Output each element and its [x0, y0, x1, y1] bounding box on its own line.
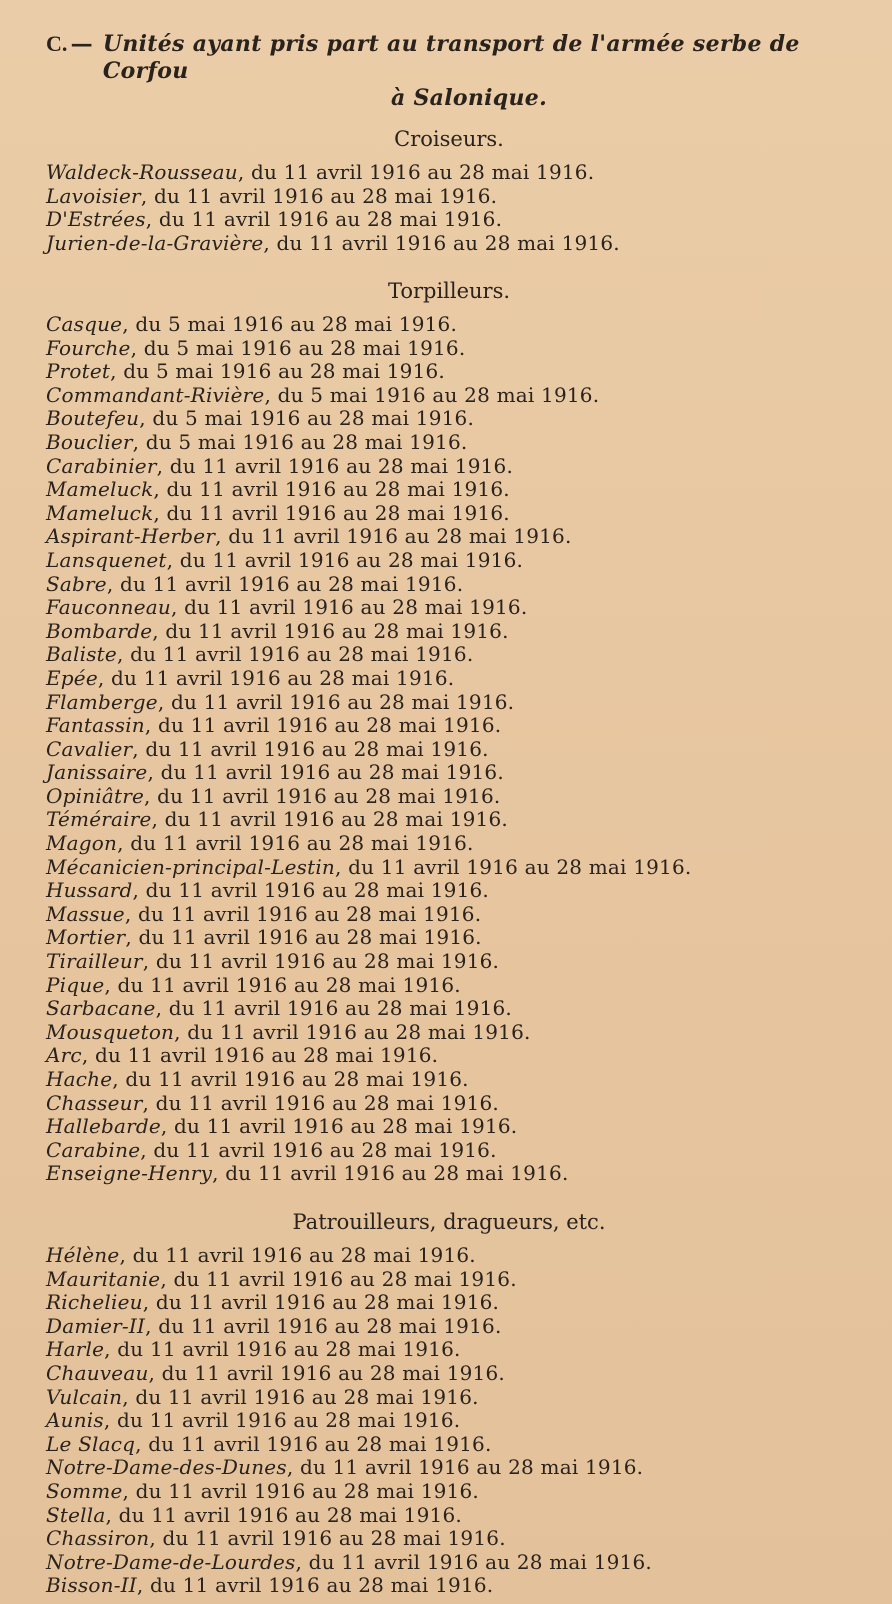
service-dates: du 11 avril 1916 au 28 mai 1916. [165, 618, 509, 643]
service-dates: du 11 avril 1916 au 28 mai 1916. [166, 477, 510, 502]
list-item [46, 1115, 852, 1139]
separator: , [335, 854, 349, 879]
separator: , [157, 689, 171, 714]
ship-name: Flamberge [46, 689, 158, 714]
separator: , [116, 642, 131, 667]
service-dates: du 11 avril 1916 au 28 mai 1916. [125, 1067, 469, 1091]
separator: , [142, 1290, 156, 1315]
list-item [46, 1139, 852, 1163]
separator: , [174, 1019, 188, 1044]
list-item [46, 208, 852, 232]
ship-name: Téméraire [46, 807, 152, 832]
section-torpilleurs [46, 277, 852, 1186]
separator: , [263, 230, 277, 255]
service-dates: du 11 avril 1916 au 28 mai 1916. [187, 1019, 531, 1044]
ship-name: Enseigne-Henry [46, 1161, 213, 1186]
separator: , [151, 807, 165, 832]
ship-name: Sarbacane [46, 996, 156, 1021]
service-dates: du 11 avril 1916 au 28 mai 1916. [135, 1478, 479, 1503]
service-dates: du 11 avril 1916 au 28 mai 1916. [117, 972, 461, 997]
separator: , [155, 996, 169, 1021]
service-dates: du 11 avril 1916 au 28 mai 1916. [158, 1313, 502, 1338]
service-dates: du 5 mai 1916 au 28 mai 1916. [145, 429, 468, 454]
ship-name: Fauconneau [46, 595, 171, 620]
list-item [46, 313, 852, 337]
separator: , [112, 1067, 126, 1091]
list-item [46, 879, 852, 903]
separator: , [132, 878, 146, 903]
list-item [46, 1409, 852, 1433]
separator: , [153, 500, 167, 525]
ship-name: Boutefeu [46, 406, 140, 431]
list-item [46, 431, 852, 455]
list-item [46, 1291, 852, 1315]
separator: , [135, 1431, 149, 1456]
section-title: Patrouilleurs, dragueurs, etc. [292, 1209, 606, 1234]
service-dates: du 5 mai 1916 au 28 mai 1916. [152, 406, 475, 431]
list-item [46, 856, 852, 880]
list-item [46, 1244, 852, 1268]
service-dates: du 11 avril 1916 au 28 mai 1916. [132, 1242, 476, 1267]
ship-name: Hache [46, 1067, 113, 1091]
separator: , [97, 665, 111, 690]
ship-name: Waldeck-Rousseau [46, 160, 238, 184]
separator: , [103, 1408, 117, 1433]
ship-name: Chauveau [46, 1360, 149, 1385]
list-item [46, 1433, 852, 1457]
ship-name: Aunis [46, 1408, 104, 1433]
list-item [46, 1574, 852, 1598]
ship-name: Chasseur [46, 1090, 143, 1115]
separator: , [152, 618, 166, 643]
separator: , [140, 183, 154, 208]
list-item [46, 1315, 852, 1339]
ship-name: Tirailleur [46, 949, 143, 974]
list-item [46, 1068, 852, 1092]
separator: , [81, 1043, 95, 1068]
service-dates: du 11 avril 1916 au 28 mai 1916. [157, 783, 501, 808]
list-item [46, 1268, 852, 1292]
ship-name: Bombarde [46, 618, 153, 643]
section-title: Croiseurs. [394, 127, 504, 151]
list-item [46, 1362, 852, 1386]
list-item [46, 997, 852, 1021]
separator: , [237, 160, 251, 184]
list-item [46, 1021, 852, 1045]
separator: , [117, 831, 131, 856]
ship-name: Damier-II [46, 1313, 146, 1338]
list-item [46, 185, 852, 209]
service-dates: du 11 avril 1916 au 28 mai 1916. [299, 1455, 644, 1480]
ship-name: Pique [46, 972, 105, 997]
service-dates: du 11 avril 1916 au 28 mai 1916. [170, 689, 515, 714]
service-dates: du 11 avril 1916 au 28 mai 1916. [111, 665, 455, 690]
list-item [46, 455, 852, 479]
list-item [46, 1338, 852, 1362]
list-item [46, 785, 852, 809]
list-item [46, 360, 852, 384]
list-item [46, 1480, 852, 1504]
separator: , [295, 1549, 309, 1574]
list-item [46, 691, 852, 715]
ship-name: Notre-Dame-des-Dunes [46, 1455, 287, 1480]
list-item [46, 667, 852, 691]
separator: , [140, 1137, 154, 1162]
list-item [46, 549, 852, 573]
ship-name: Somme [46, 1478, 123, 1503]
separator: , [149, 1526, 163, 1551]
ship-name: Fantassin [46, 713, 145, 738]
separator: , [122, 312, 136, 336]
service-dates: du 11 avril 1916 au 28 mai 1916. [158, 713, 502, 738]
list-item [46, 974, 852, 998]
separator: , [124, 901, 138, 926]
service-dates: du 11 avril 1916 au 28 mai 1916. [117, 1337, 461, 1362]
service-dates: du 11 avril 1916 au 28 mai 1916. [130, 831, 474, 856]
ship-name: Protet [46, 359, 111, 384]
service-dates: du 11 avril 1916 au 28 mai 1916. [348, 854, 692, 879]
ship-name: Lavoisier [46, 183, 141, 208]
separator: , [110, 359, 124, 384]
ship-name: Baliste [46, 642, 117, 667]
service-dates: du 11 avril 1916 au 28 mai 1916. [173, 1266, 517, 1291]
ship-sections [46, 125, 852, 1598]
list-item [46, 643, 852, 667]
ship-name: Stella [46, 1502, 106, 1527]
section-letter: C. [46, 31, 68, 56]
service-dates: du 11 avril 1916 au 28 mai 1916. [174, 1114, 518, 1139]
ship-name: Le Slacq [46, 1431, 136, 1456]
list-item [46, 903, 852, 927]
ship-name: Notre-Dame-de-Lourdes [46, 1549, 296, 1574]
ship-name: Mousqueton [46, 1019, 175, 1044]
service-dates: du 11 avril 1916 au 28 mai 1916. [148, 1431, 492, 1456]
ship-name: Fourche [46, 335, 131, 360]
ship-name: Casque [46, 312, 123, 336]
ship-name: Arc [46, 1043, 82, 1068]
separator: , [215, 524, 229, 549]
ship-list [46, 313, 852, 1186]
separator: , [160, 1114, 175, 1139]
separator: , [132, 429, 146, 454]
ship-name: Aspirant-Herber [46, 524, 216, 549]
separator: , [119, 1242, 133, 1267]
list-item [46, 478, 852, 502]
list-item [46, 832, 852, 856]
service-dates: du 5 mai 1916 au 28 mai 1916. [277, 382, 600, 407]
separator: , [122, 1384, 136, 1409]
ship-name: Harle [46, 1337, 105, 1362]
separator: , [264, 382, 278, 407]
list-item [46, 232, 852, 256]
ship-list [46, 1244, 852, 1598]
ship-name: Lansquenet [46, 547, 167, 572]
list-item [46, 714, 852, 738]
ship-name: Carabinier [46, 453, 157, 478]
service-dates: du 11 avril 1916 au 28 mai 1916. [130, 642, 474, 667]
separator: , [147, 760, 161, 785]
separator: , [144, 783, 158, 808]
list-item [46, 337, 852, 361]
list-item [46, 1044, 852, 1068]
separator: , [170, 595, 185, 620]
service-dates: du 11 avril 1916 au 28 mai 1916. [145, 878, 489, 903]
service-dates: du 11 avril 1916 au 28 mai 1916. [179, 547, 524, 572]
service-dates: du 11 avril 1916 au 28 mai 1916. [228, 524, 572, 549]
service-dates: du 11 avril 1916 au 28 mai 1916. [164, 807, 508, 832]
list-item [46, 950, 852, 974]
ship-name: Massue [46, 901, 125, 926]
heading-title: Unités ayant pris part au transport de l'armée serbe de Corfou [102, 31, 800, 84]
list-item [46, 1386, 852, 1410]
service-dates: du 11 avril 1916 au 28 mai 1916. [137, 901, 482, 926]
separator: , [139, 406, 153, 431]
list-item [46, 620, 852, 644]
service-dates: du 11 avril 1916 au 28 mai 1916. [158, 207, 503, 231]
ship-name: Richelieu [46, 1290, 143, 1315]
separator: , [104, 1337, 118, 1362]
service-dates: du 11 avril 1916 au 28 mai 1916. [225, 1161, 569, 1186]
service-dates: du 11 avril 1916 au 28 mai 1916. [162, 1526, 506, 1551]
list-item [46, 1527, 852, 1551]
service-dates: du 5 mai 1916 au 28 mai 1916. [143, 335, 466, 360]
list-item [46, 738, 852, 762]
ship-name: Magon [46, 831, 118, 856]
ship-name: Mameluck [46, 477, 154, 502]
ship-name: Sabre [46, 571, 107, 596]
separator: , [142, 1090, 156, 1115]
ship-name: Opiniâtre [46, 783, 145, 808]
separator: , [144, 713, 159, 738]
list-item [46, 926, 852, 950]
service-dates: du 11 avril 1916 au 28 mai 1916. [135, 1384, 479, 1409]
section-heading [46, 30, 852, 85]
ship-name: Mauritanie [46, 1266, 161, 1291]
service-dates: du 11 avril 1916 au 28 mai 1916. [118, 1502, 462, 1527]
service-dates: du 11 avril 1916 au 28 mai 1916. [145, 736, 489, 761]
service-dates: du 11 avril 1916 au 28 mai 1916. [138, 925, 482, 950]
list-item [46, 407, 852, 431]
list-item [46, 384, 852, 408]
separator: , [104, 972, 118, 997]
service-dates: du 11 avril 1916 au 28 mai 1916. [250, 160, 595, 184]
ship-name: Commandant-Rivière [46, 382, 265, 407]
separator: , [132, 736, 146, 761]
list-item [46, 808, 852, 832]
heading-title-continuation: à Salonique. [390, 85, 548, 111]
service-dates: du 11 avril 1916 au 28 mai 1916. [184, 595, 528, 620]
section-patrouilleurs [46, 1208, 852, 1598]
service-dates: du 11 avril 1916 au 28 mai 1916. [166, 500, 510, 525]
ship-name: Chassiron [46, 1526, 150, 1551]
heading-dash: — [70, 31, 93, 57]
list-item [46, 1504, 852, 1528]
service-dates: du 11 avril 1916 au 28 mai 1916. [94, 1043, 439, 1068]
list-item [46, 525, 852, 549]
ship-name: Vulcain [46, 1384, 123, 1409]
ship-name: Janissaire [46, 760, 148, 785]
separator: , [105, 1502, 119, 1527]
ship-name: Hussard [46, 878, 133, 903]
ship-name: Mameluck [46, 500, 154, 525]
section-croiseurs [46, 125, 852, 255]
service-dates: du 11 avril 1916 au 28 mai 1916. [308, 1549, 652, 1574]
separator: , [130, 335, 144, 360]
separator: , [136, 1573, 151, 1598]
service-dates: du 11 avril 1916 au 28 mai 1916. [153, 183, 498, 208]
list-item [46, 573, 852, 597]
service-dates: du 11 avril 1916 au 28 mai 1916. [117, 1408, 461, 1433]
separator: , [125, 925, 139, 950]
service-dates: du 11 avril 1916 au 28 mai 1916. [155, 1090, 499, 1115]
ship-name: Bisson-II [46, 1573, 137, 1598]
list-item [46, 1551, 852, 1575]
separator: , [212, 1161, 226, 1186]
service-dates: du 5 mai 1916 au 28 mai 1916. [135, 312, 458, 336]
list-item [46, 1162, 852, 1186]
service-dates: du 11 avril 1916 au 28 mai 1916. [161, 1360, 505, 1385]
list-item [46, 596, 852, 620]
ship-name: Epée [46, 665, 98, 690]
separator: , [156, 453, 170, 478]
service-dates: du 11 avril 1916 au 28 mai 1916. [168, 996, 512, 1021]
service-dates: du 11 avril 1916 au 28 mai 1916. [155, 949, 500, 974]
list-item [46, 1456, 852, 1480]
separator: , [145, 207, 159, 231]
ship-name: Carabine [46, 1137, 141, 1162]
service-dates: du 5 mai 1916 au 28 mai 1916. [123, 359, 445, 384]
separator: , [286, 1455, 300, 1480]
separator: , [153, 477, 167, 502]
service-dates: du 11 avril 1916 au 28 mai 1916. [169, 453, 514, 478]
service-dates: du 11 avril 1916 au 28 mai 1916. [276, 230, 620, 255]
ship-name: Hallebarde [46, 1114, 161, 1139]
ship-name: Mécanicien-principal-Lestin [46, 854, 336, 879]
ship-name: Bouclier [46, 429, 133, 454]
list-item [46, 761, 852, 785]
service-dates: du 11 avril 1916 au 28 mai 1916. [150, 1573, 494, 1598]
separator: , [145, 1313, 159, 1338]
service-dates: du 11 avril 1916 au 28 mai 1916. [155, 1290, 500, 1315]
separator: , [106, 571, 120, 596]
separator: , [142, 949, 156, 974]
ship-name: Jurien-de-la-Gravière [46, 230, 264, 255]
service-dates: du 11 avril 1916 au 28 mai 1916. [119, 571, 464, 596]
section-title: Torpilleurs. [387, 279, 511, 303]
ship-name: Cavalier [46, 736, 133, 761]
ship-list [46, 161, 852, 255]
ship-name: Mortier [46, 925, 126, 950]
list-item [46, 161, 852, 185]
separator: , [160, 1266, 174, 1291]
list-item [46, 502, 852, 526]
list-item [46, 1092, 852, 1116]
separator: , [148, 1360, 162, 1385]
separator: , [122, 1478, 136, 1503]
separator: , [166, 547, 180, 572]
ship-name: D'Estrées [46, 207, 146, 231]
ship-name: Hélène [46, 1242, 120, 1267]
service-dates: du 11 avril 1916 au 28 mai 1916. [153, 1137, 497, 1162]
service-dates: du 11 avril 1916 au 28 mai 1916. [160, 760, 504, 785]
